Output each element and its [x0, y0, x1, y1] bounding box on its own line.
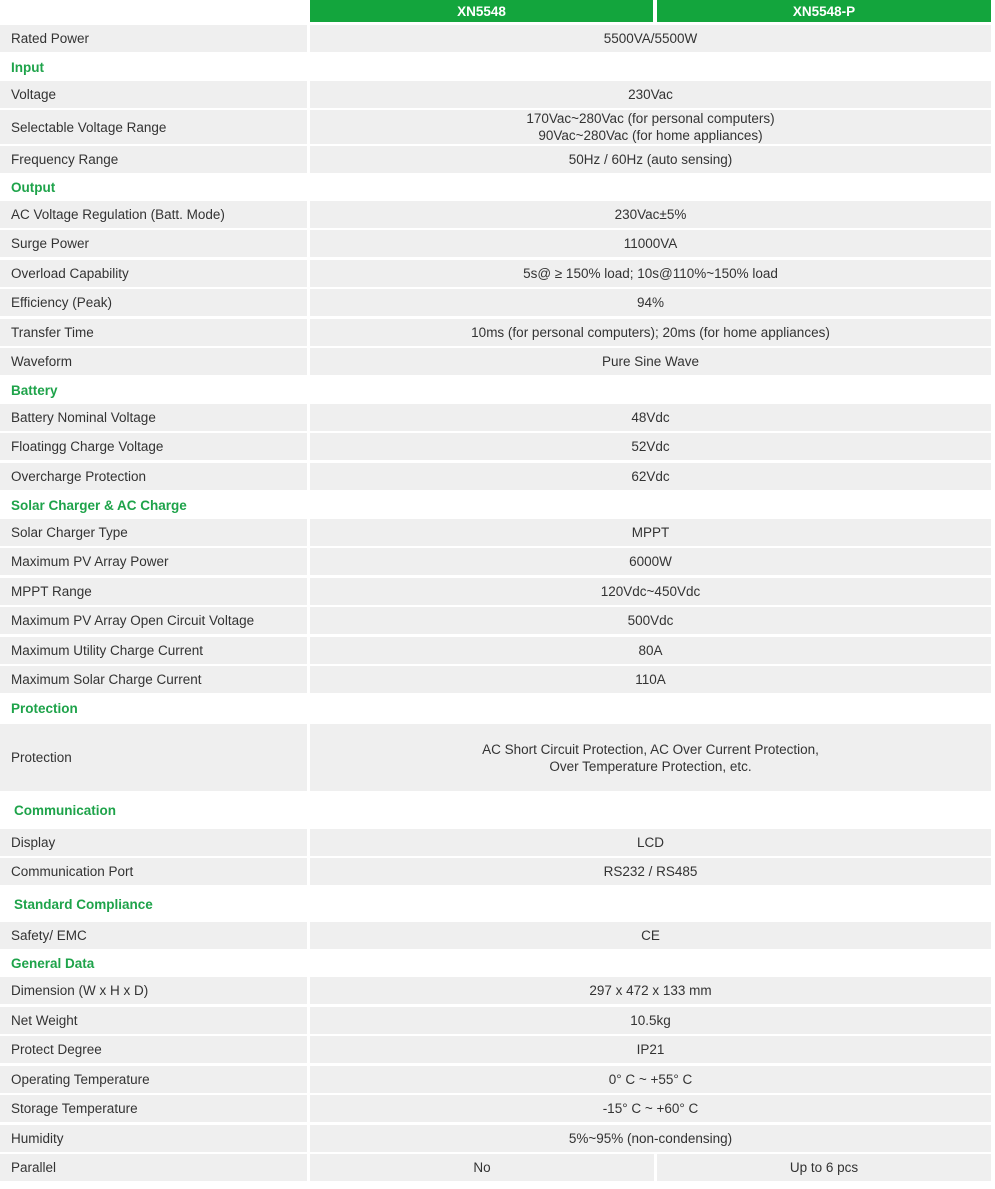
- row-label: Communication Port: [0, 858, 307, 885]
- row-value: 80A: [310, 637, 991, 664]
- row-value: IP21: [310, 1036, 991, 1063]
- row-max-pv-array-power: [0, 548, 991, 575]
- row-value: LCD: [310, 829, 991, 856]
- row-label: Overcharge Protection: [0, 463, 307, 490]
- row-surge-power: [0, 230, 991, 257]
- row-value: MPPT: [310, 519, 991, 546]
- value-line: Over Temperature Protection, etc.: [549, 758, 752, 774]
- row-storage-temperature: [0, 1095, 991, 1122]
- row-value: 10ms (for personal computers); 20ms (for home appliances): [310, 319, 991, 346]
- row-label: Floatingg Charge Voltage: [0, 433, 307, 460]
- row-label: Humidity: [0, 1125, 307, 1152]
- row-display: [0, 829, 991, 856]
- row-solar-charger-type: [0, 519, 991, 546]
- row-label: Protection: [0, 724, 307, 791]
- row-value: 230Vac: [310, 81, 991, 108]
- row-label: Parallel: [0, 1154, 307, 1181]
- row-communication-port: [0, 858, 991, 885]
- row-label: Frequency Range: [0, 146, 307, 173]
- row-frequency-range: [0, 146, 991, 173]
- row-label: Waveform: [0, 348, 307, 375]
- row-transfer-time: [0, 319, 991, 346]
- row-dimension: [0, 977, 991, 1004]
- row-label: AC Voltage Regulation (Batt. Mode): [0, 201, 307, 228]
- row-label: Net Weight: [0, 1007, 307, 1034]
- row-value: 5s@ ≥ 150% load; 10s@110%~150% load: [310, 260, 991, 287]
- row-label: Surge Power: [0, 230, 307, 257]
- row-label: Solar Charger Type: [0, 519, 307, 546]
- value-line: AC Short Circuit Protection, AC Over Current Protection,: [482, 741, 819, 757]
- row-value-xn5548: No: [310, 1154, 654, 1181]
- row-rated-power: [0, 25, 991, 52]
- row-label: Maximum Utility Charge Current: [0, 637, 307, 664]
- row-label: Storage Temperature: [0, 1095, 307, 1122]
- row-ac-voltage-regulation: [0, 201, 991, 228]
- row-waveform: [0, 348, 991, 375]
- row-safety-emc: [0, 922, 991, 949]
- row-value: 10.5kg: [310, 1007, 991, 1034]
- row-label: Maximum PV Array Power: [0, 548, 307, 575]
- row-battery-nominal-voltage: [0, 404, 991, 431]
- row-humidity: [0, 1125, 991, 1152]
- value-line: 90Vac~280Vac (for home appliances): [538, 128, 763, 143]
- row-value: [310, 724, 991, 791]
- row-value: 230Vac±5%: [310, 201, 991, 228]
- row-value: -15° C ~ +60° C: [310, 1095, 991, 1122]
- section-battery: Battery: [11, 382, 58, 398]
- row-protect-degree: [0, 1036, 991, 1063]
- row-label: Operating Temperature: [0, 1066, 307, 1093]
- row-max-utility-charge-current: [0, 637, 991, 664]
- row-value: 52Vdc: [310, 433, 991, 460]
- value-line: 170Vac~280Vac (for personal computers): [526, 111, 775, 126]
- row-label: Dimension (W x H x D): [0, 977, 307, 1004]
- row-value: 6000W: [310, 548, 991, 575]
- row-voltage: [0, 81, 991, 108]
- row-efficiency: [0, 289, 991, 316]
- row-value: RS232 / RS485: [310, 858, 991, 885]
- row-value: 94%: [310, 289, 991, 316]
- row-value: 11000VA: [310, 230, 991, 257]
- row-value: 500Vdc: [310, 607, 991, 634]
- row-value: 5500VA/5500W: [310, 25, 991, 52]
- section-communication: Communication: [14, 802, 117, 818]
- row-label: MPPT Range: [0, 578, 307, 605]
- row-label: Maximum Solar Charge Current: [0, 666, 307, 693]
- section-general-data: General Data: [11, 955, 95, 971]
- row-label: Protect Degree: [0, 1036, 307, 1063]
- row-value: 120Vdc~450Vdc: [310, 578, 991, 605]
- section-solar-charger: Solar Charger & AC Charge: [11, 497, 187, 513]
- row-protection: [0, 724, 991, 791]
- row-value: 110A: [310, 666, 991, 693]
- row-label: Maximum PV Array Open Circuit Voltage: [0, 607, 307, 634]
- row-max-pv-open-circuit-voltage: [0, 607, 991, 634]
- row-parallel: [0, 1154, 991, 1181]
- row-value: 0° C ~ +55° C: [310, 1066, 991, 1093]
- row-max-solar-charge-current: [0, 666, 991, 693]
- row-operating-temperature: [0, 1066, 991, 1093]
- row-mppt-range: [0, 578, 991, 605]
- row-label: Rated Power: [0, 25, 307, 52]
- section-standard-compliance: Standard Compliance: [14, 896, 153, 912]
- row-value: CE: [310, 922, 991, 949]
- row-overload-capability: [0, 260, 991, 287]
- header-model-xn5548: XN5548: [310, 0, 653, 22]
- row-floating-charge-voltage: [0, 433, 991, 460]
- row-label: Voltage: [0, 81, 307, 108]
- row-value: 5%~95% (non-condensing): [310, 1125, 991, 1152]
- row-label: Battery Nominal Voltage: [0, 404, 307, 431]
- row-net-weight: [0, 1007, 991, 1034]
- section-protection: Protection: [11, 700, 78, 716]
- row-label: Efficiency (Peak): [0, 289, 307, 316]
- row-value-xn5548-p: Up to 6 pcs: [657, 1154, 991, 1181]
- row-value: [310, 110, 991, 144]
- section-output: Output: [11, 179, 56, 195]
- row-label: Safety/ EMC: [0, 922, 307, 949]
- row-label: Transfer Time: [0, 319, 307, 346]
- row-label: Overload Capability: [0, 260, 307, 287]
- header-model-xn5548-p: XN5548-P: [657, 0, 991, 22]
- row-overcharge-protection: [0, 463, 991, 490]
- section-input: Input: [11, 59, 44, 75]
- row-label: Display: [0, 829, 307, 856]
- row-value: 297 x 472 x 133 mm: [310, 977, 991, 1004]
- row-selectable-voltage-range: [0, 110, 991, 144]
- row-value: 62Vdc: [310, 463, 991, 490]
- row-value: 48Vdc: [310, 404, 991, 431]
- row-value: Pure Sine Wave: [310, 348, 991, 375]
- row-label: Selectable Voltage Range: [0, 110, 307, 144]
- row-value: 50Hz / 60Hz (auto sensing): [310, 146, 991, 173]
